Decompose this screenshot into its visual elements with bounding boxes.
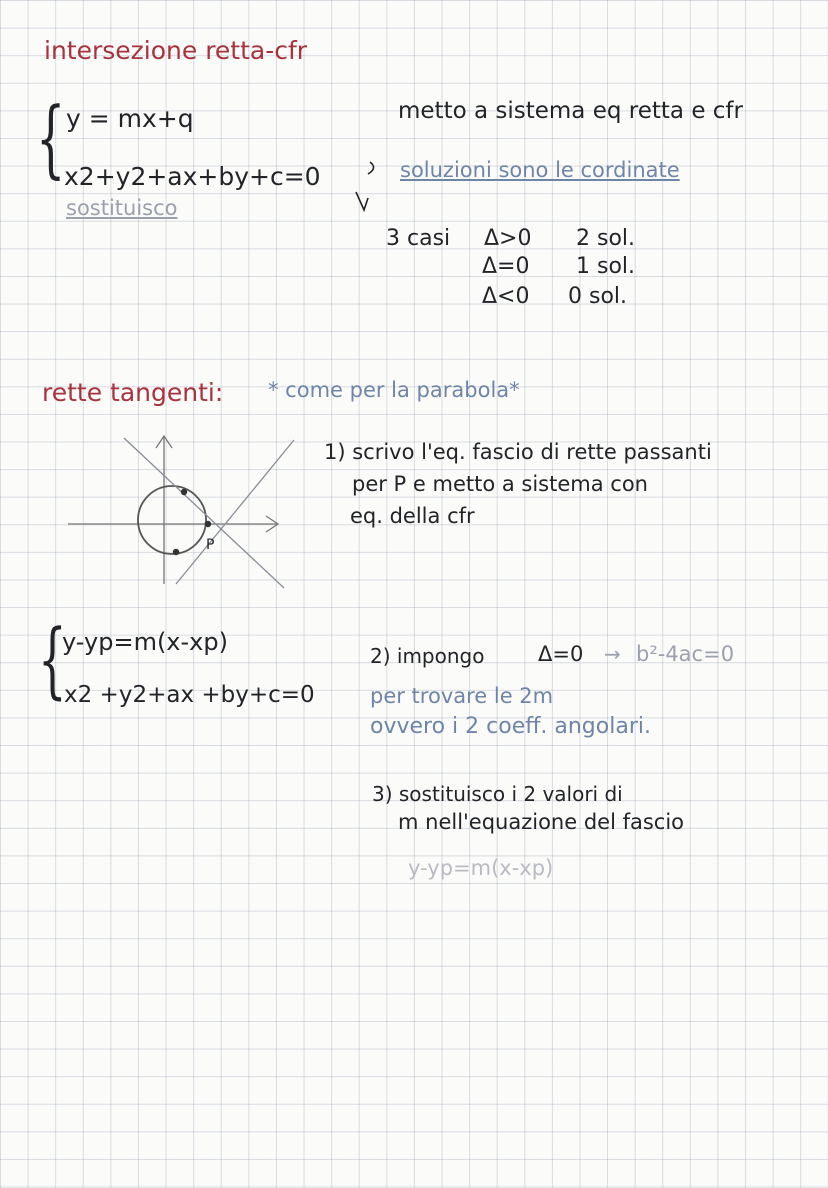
step3-line1: 3) sostituisco i 2 valori di <box>372 782 623 806</box>
step3-line2: m nell'equazione del fascio <box>398 810 685 834</box>
step2-line2: per trovare le 2m <box>370 684 554 708</box>
circle-equation: x2+y2+ax+by+c=0 <box>64 162 321 191</box>
substitute-note: sostituisco <box>66 196 178 220</box>
circle-equation: x2 +y2+ax +by+c=0 <box>64 682 315 708</box>
tangent-point <box>181 489 187 495</box>
system-brace: { <box>38 613 67 708</box>
step3-formula: y-yp=m(x-xp) <box>408 856 554 880</box>
pencil-equation: y-yp=m(x-xp) <box>62 628 228 656</box>
tangent-point <box>173 549 179 555</box>
step1-line2: per P e metto a sistema con <box>352 472 648 496</box>
point-p-label: P <box>206 537 215 553</box>
step2-prefix: 2) impongo <box>370 644 485 668</box>
case-condition: Δ>0 <box>484 226 532 251</box>
solutions-note: soluzioni sono le cordinate <box>400 158 680 182</box>
case-result: 1 sol. <box>576 254 636 279</box>
step2-condition: Δ=0 <box>538 642 584 666</box>
parabola-aside: * come per la parabola* <box>268 378 520 402</box>
case-result: 0 sol. <box>568 284 628 309</box>
case-condition: Δ<0 <box>482 284 530 309</box>
system-note: metto a sistema eq retta e cfr <box>398 98 743 124</box>
line-equation: y = mx+q <box>66 104 194 133</box>
case-condition: Δ=0 <box>482 254 530 279</box>
arrow-icon <box>342 158 382 218</box>
case-result: 2 sol. <box>576 226 636 251</box>
point-p-marker <box>205 521 211 527</box>
step2-line3: ovvero i 2 coeff. angolari. <box>370 714 651 739</box>
step1-line3: eq. della cfr <box>350 504 475 528</box>
section-title-intersection: intersezione retta-cfr <box>44 36 308 65</box>
step1-line1: 1) scrivo l'eq. fascio di rette passanti <box>324 440 712 464</box>
discriminant-formula: b²-4ac=0 <box>636 642 735 666</box>
section-title-tangents: rette tangenti: <box>42 378 224 407</box>
system-brace: { <box>36 89 66 187</box>
tangent-diagram <box>64 428 314 598</box>
step2-arrow: → <box>604 642 621 666</box>
cases-label: 3 casi <box>386 226 451 251</box>
